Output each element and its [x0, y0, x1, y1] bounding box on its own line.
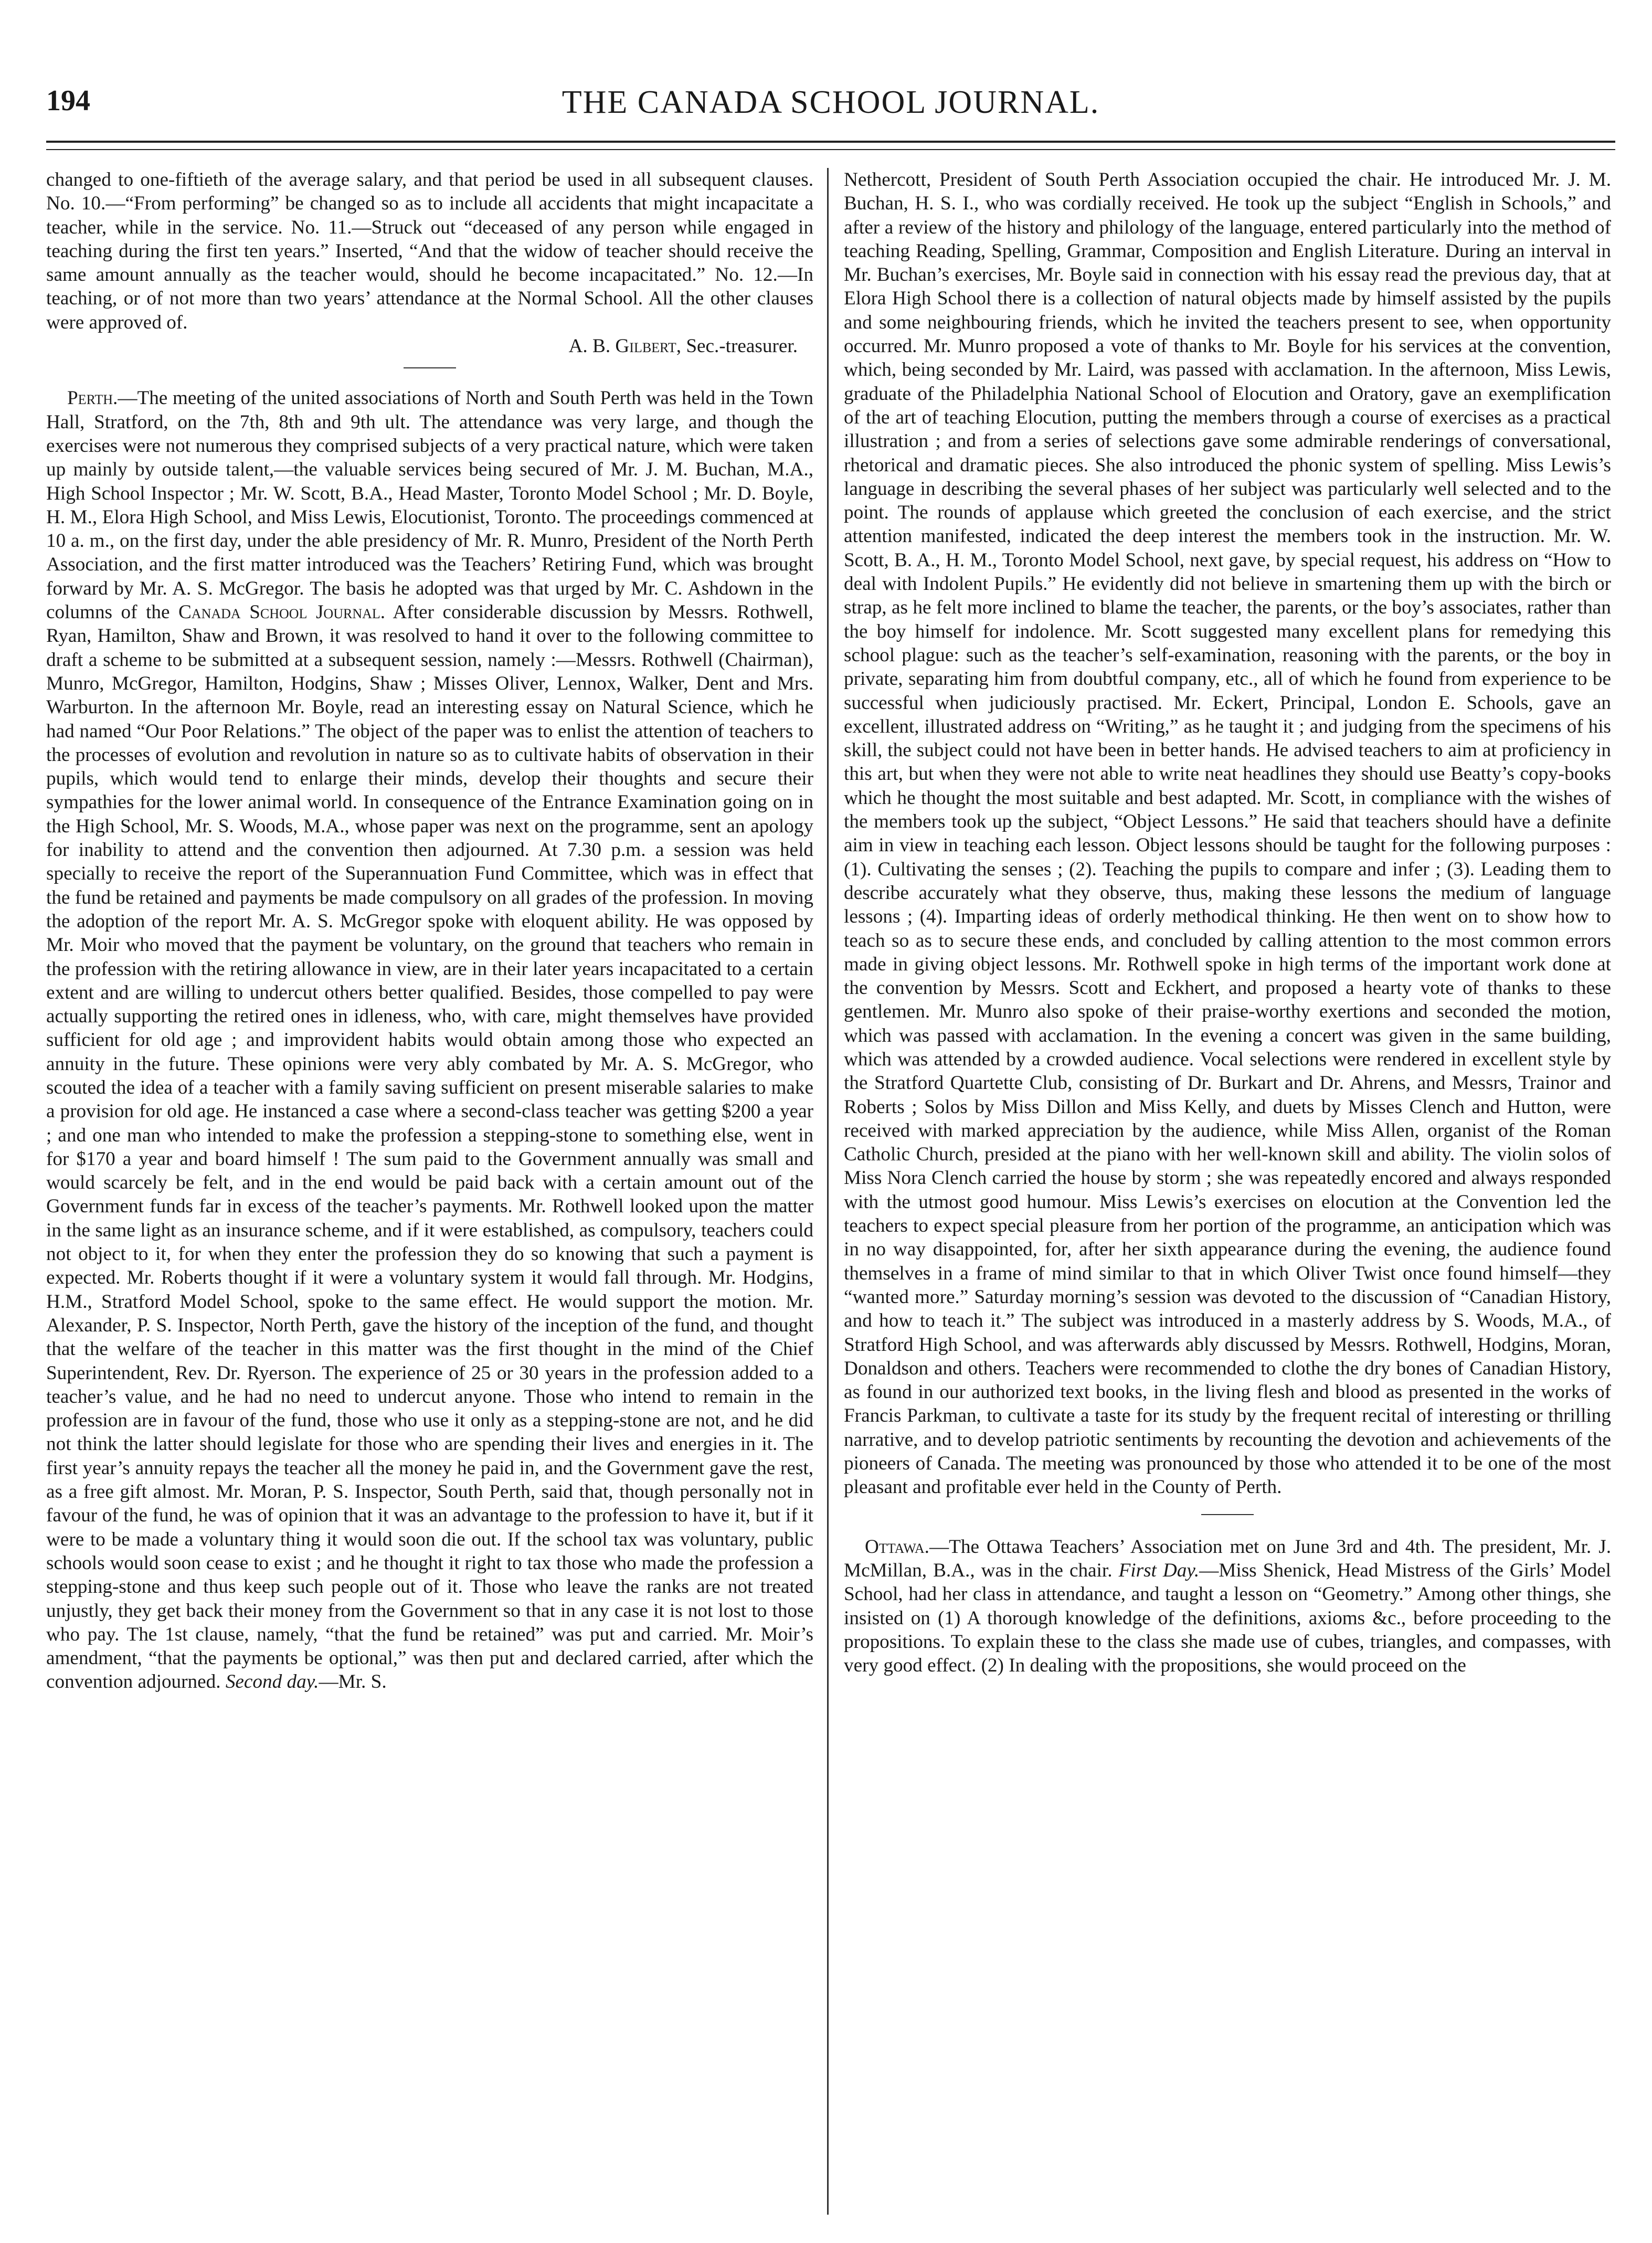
signature-title: Sec.-treasurer. [681, 335, 798, 357]
second-day-label: Second day. [225, 1671, 319, 1693]
page-header [46, 79, 1615, 142]
perth-report-paragraph [46, 386, 813, 1694]
perth-heading: Perth. [67, 387, 118, 409]
perth-report-continued: Nethercott, President of South Perth Association occupied the chair. He introduced Mr. J. M. Buchan, H. S. I., who was cordially received. He took up the subject “English in Schools,” and after a review of the history and philology of the language, entered particularly into the method of teaching Reading, Spelling, Grammar, Composition and English Literature. During an interval in Mr. Buchan’s exercises, Mr. Boyle said in connection with his essay read the previous day, that at Elora High School there is a collection of natural objects made by himself assisted by the pupils and some neighbouring friends, which he invited the teachers present to see, when opportunity occurred. Mr. Munro proposed a vote of thanks to Mr. Boyle for his services at the convention, which, being seconded by Mr. Laird, was passed with acclamation. In the afternoon, Miss Lewis, graduate of the Philadelphia National School of Elocution and Oratory, gave an exemplification of the art of teaching Elocution, putting the members through a course of exercises as a practical illustration ; and from a series of selections gave some admirable renderings of conversational, rhetorical and dramatic pieces. She also introduced the phonic system of spelling. Miss Lewis’s language in describing the several phases of her subject was particularly well selected and to the point. The rounds of applause which greeted the conclusion of each exercise, and the strict attention manifested, indicated the deep interest the members took in the instruction. Mr. W. Scott, B. A., H. M., Toronto Model School, next gave, by special request, his address on “How to deal with Indolent Pupils.” He evidently did not believe in smartening them up with the birch or strap, as he felt more inclined to blame the teacher, the parents, or the boy’s associates, rather than the boy himself for indolence. Mr. Scott suggested many excellent plans for remedying this school plague: such as the teacher’s self-examination, reasoning with the parents, or the boy in private, separating him from doubtful company, etc., all of which he found from experience to be successful when judiciously practised. Mr. Eckert, Principal, London E. Schools, gave an excellent, illustrated address on “Writing,” as he taught it ; and judging from the specimens of his skill, the subject could not have been in better hands. He advised teachers to aim at proficiency in this art, but when they were not able to write neat headlines they should use Beatty’s copy-books which he thought the most suitable and best adapted. Mr. Scott, in compliance with the wishes of the members took up the subject, “Object Lessons.” He said that teachers should have a definite aim in view in teaching each lesson. Object lessons should be taught for the following purposes : (1). Cultivating the senses ; (2). Teaching the pupils to compare and infer ; (3). Leading them to describe accurately what they observe, thus, making these lessons the medium of language lessons ; (4). Imparting ideas of orderly methodical thinking. He then went on to show how to teach so as to secure these ends, and concluded by calling attention to the most common errors made in giving object lessons. Mr. Rothwell spoke in high terms of the important work done at the convention by Messrs. Scott and Eckhert, and proposed a hearty vote of thanks to these gentlemen. Mr. Munro also spoke of their praise-worthy exertions and seconded the motion, which was passed with acclamation. In the evening a concert was given in the same building, which was attended by a crowded audience. Vocal selections were rendered in excellent style by the Stratford Quartette Club, consisting of Dr. Burkart and Dr. Ahrens, and Messrs, Trainor and Roberts ; Solos by Miss Dillon and Miss Kelly, and duets by Misses Clench and Hutton, were received with marked appreciation by the audience, while Miss Allen, organist of the Roman Catholic Church, presided at the piano with her well-known skill and ability. The violin solos of Miss Nora Clench carried the house by storm ; she was repeatedly encored and always responded with the utmost good humour. Miss Lewis’s exercises on elocution at the Convention led the teachers to expect special pleasure from her portion of the programme, an anticipation which was in no way disappointed, for, after her sixth appearance during the evening, the audience found themselves in a frame of mind similar to that in which Oliver Twist once found himself—they “wanted more.” Saturday morning’s session was devoted to the discussion of “Canadian History, and how to teach it.” The subject was introduced in a masterly address by S. Woods, M.A., of Stratford High School, and was afterwards ably discussed by Messrs. Rothwell, Hodgins, Moran, Donaldson and others. Teachers were recommended to clothe the dry bones of Canadian History, as found in our authorized text books, in the living flesh and blood as presented in the works of Francis Parkman, to cultivate a taste for its study by the frequent recital of interesting or thrilling narrative, and to develop patriotic sentiments by recounting the devotion and achievements of the pioneers of Canada. The meeting was pronounced by those who attended it to be one of the most pleasant and profitable ever held in the County of Perth. [844, 169, 1611, 1498]
perth-text-part-c: —Mr. S. [319, 1671, 387, 1693]
first-day-label: First Day. [1118, 1559, 1200, 1581]
page-number: 194 [46, 84, 90, 117]
perth-journal-name: Canada School Journal. [178, 601, 386, 623]
left-column [46, 168, 813, 2215]
section-separator [404, 367, 456, 368]
ottawa-heading: Ottawa. [865, 1536, 929, 1558]
ottawa-text-part-a: —The Ottawa Teachers’ Association met on June 3rd and 4th. The president, Mr. J. McMillan, B.A., was in the chair. [844, 1536, 1611, 1581]
signature-name: A. B. Gilbert, [568, 335, 682, 357]
perth-text-part-b: After considerable discussion by Messrs. Rothwell, Ryan, Hamilton, Shaw and Brown, it was resolved to hand it over to the following committee to draft a scheme to be submitted at a subsequent session, namely :—Messrs. Rothwell (Chairman), Munro, McGregor, Hamilton, Hodgins, Shaw ; Misses Oliver, Lennox, Walker, Dent and Mrs. Warburton. In the afternoon Mr. Boyle, read an interesting essay on Natural Science, which he had named “Our Poor Relations.” The object of the paper was to enlist the attention of teachers to the processes of evolution and revolution in nature so as to cultivate habits of observation in their pupils, which would tend to enlarge their minds, develop their thoughts and secure their sympathies for the lower animal world. In consequence of the Entrance Examination going on in the High School, Mr. S. Woods, M.A., whose paper was next on the programme, sent an apology for inability to attend and the convention then adjourned. At 7.30 p.m. a session was held specially to receive the report of the Superannuation Fund Committee, which was in effect that the fund be retained and payments be made compulsory on all grades of the profession. In moving the adoption of the report Mr. A. S. McGregor spoke with eloquent ability. He was opposed by Mr. Moir who moved that the payment be voluntary, on the ground that teachers who remain in the profession with the retiring allowance in view, are in their later years incapacitated to a certain extent and are willing to undercut others better qualified. Besides, those compelled to pay were actually supporting the retired ones in idleness, who, with care, might themselves have provided sufficient for old age ; and improvident habits would obtain among those who expected an annuity in the future. These opinions were very ably combated by Mr. A. S. McGregor, who scouted the idea of a teacher with a family saving sufficient on present miserable salaries to make a provision for old age. He instanced a case where a second-class teacher was getting $200 a year ; and one man who intended to make the profession a stepping-stone to something else, went in for $170 a year and board himself ! The sum paid to the Government annually was small and would scarcely be felt, and in the end would be paid back with a certain amount out of the Government funds far in excess of the teacher’s payments. Mr. Rothwell looked upon the matter in the same light as an insurance scheme, and if it were established, as compulsory, teachers could not object to it, for when they enter the profession they do so knowing that such a payment is expected. Mr. Roberts thought if it were a voluntary system it would fall through. Mr. Hodgins, H.M., Stratford Model School, spoke to the same effect. He would support the motion. Mr. Alexander, P. S. Inspector, North Perth, gave the history of the inception of the fund, and thought that the welfare of the teacher in this matter was the first thought in the mind of the Chief Superintendent, Rev. Dr. Ryerson. The experience of 25 or 30 years in the profession added to a teacher’s value, and he had no need to undercut anyone. Those who intend to remain in the profession are in favour of the fund, those who use it only as a stepping-stone are not, and he did not think the latter should legislate for those who are spending their lives and energies in it. The first year’s annuity repays the teacher all the money he paid in, and the Government gave the rest, as a free gift almost. Mr. Moran, P. S. Inspector, South Perth, said that, though personally not in favour of the fund, he was of opinion that it was an advantage to the profession to have it, but if it were to be made a voluntary thing it would soon die out. If the school tax was voluntary, public schools would soon cease to exist ; and he thought it right to tax those who made the profession a stepping-stone and thus keep such people out of it. Those who leave the ranks are not treated unjustly, they get back their money from the Government so that in any case it is not lost to those who pay. The 1st clause, namely, “that the fund be retained” was put and carried. Mr. Moir’s amendment, “that the payments be optional,” was then put and declared carried, after which the convention adjourned. [46, 601, 813, 1693]
header-rule-thick [46, 141, 1615, 143]
ottawa-text-part-b: —Miss Shenick, Head Mistress of the Girls’ Model School, had her class in attendance, and taught a lesson on “Geometry.” Among other things, she insisted on (1) A thorough knowledge of the definitions, axioms &c., before proceeding to the propositions. To explain these to the class she made use of cubes, triangles, and compasses, with very good effect. (2) In dealing with the propositions, she would proceed on the [844, 1559, 1611, 1677]
right-column [844, 168, 1611, 2215]
perth-text-part-a: —The meeting of the united associations of North and South Perth was held in the Town Hall, Stratford, on the 7th, 8th and 9th ult. The attendance was very large, and though the exercises were not numerous they comprised subjects of a very practical nature, which were taken up mainly by outside talent,—the valuable services being secured of Mr. J. M. Buchan, M.A., High School Inspector ; Mr. W. Scott, B.A., Head Master, Toronto Model School ; Mr. D. Boyle, H. M., Elora High School, and Miss Lewis, Elocutionist, Toronto. The proceedings commenced at 10 a. m., on the first day, under the able presidency of Mr. R. Munro, President of the North Perth Association, and the first matter introduced was the Teachers’ Retiring Fund, which was brought forward by Mr. A. S. McGregor. The basis he adopted was that urged by Mr. C. Ashdown in the columns of the [46, 387, 813, 623]
ottawa-report-paragraph [844, 1535, 1611, 1678]
column-divider [827, 168, 829, 2215]
section-separator-right [1201, 1514, 1254, 1515]
journal-title: THE CANADA SCHOOL JOURNAL. [562, 84, 1100, 120]
superannuation-clauses-paragraph: changed to one-fiftieth of the average salary, and that period be used in all subsequent clauses. No. 10.—“From performing” be changed so as to include all accidents that might incapacitate a teacher, while in the service. No. 11.—Struck out “deceased of any person while engaged in teaching during the first ten years.” Inserted, “And that the widow of teacher should receive the same amount annually as the teacher would, should he become incapacitated.” No. 12.—In teaching, or of not more than two years’ attendance at the Normal School. All the other clauses were approved of. [46, 169, 813, 333]
signature-line [46, 334, 813, 358]
header-rule-thin [46, 149, 1615, 150]
